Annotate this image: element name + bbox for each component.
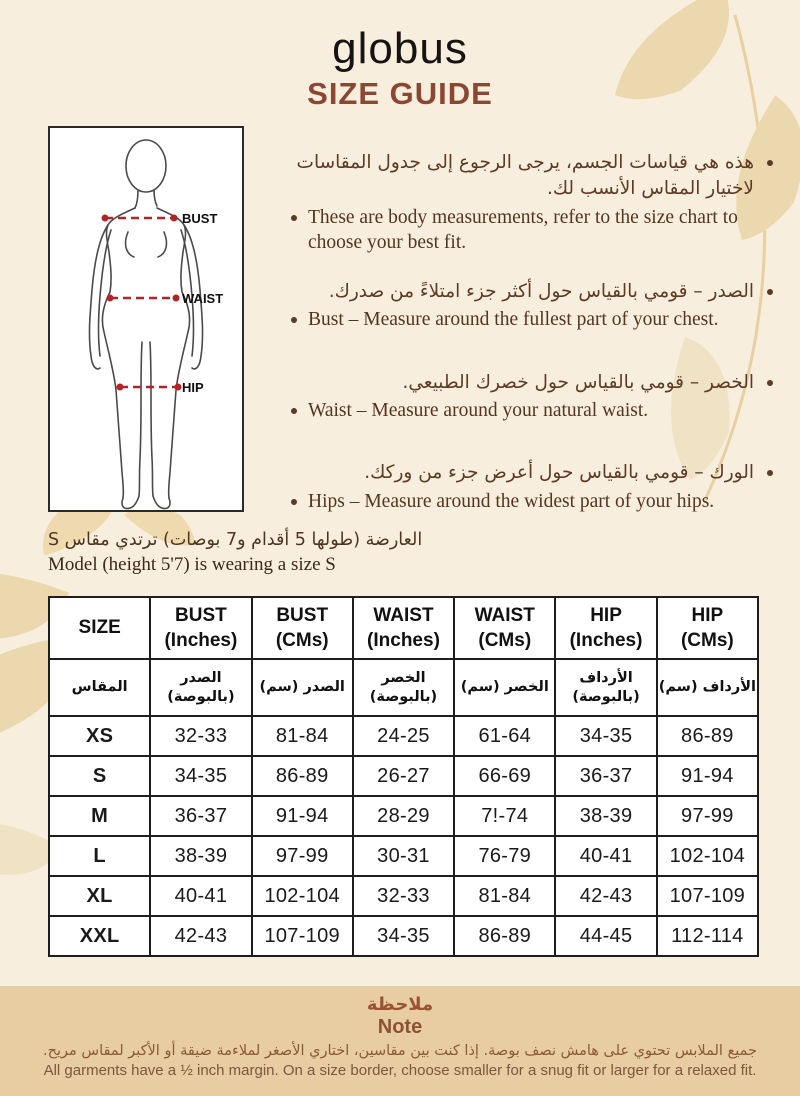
- header-unit-ar: (بالبوصة): [167, 688, 235, 705]
- bullet-dot-icon: [291, 499, 297, 505]
- model-note-en: Model (height 5'7) is wearing a size S: [48, 553, 336, 575]
- value-cell: 34-35: [150, 756, 251, 796]
- value-cell: 81-84: [252, 716, 353, 756]
- value-cell: 97-99: [252, 836, 353, 876]
- header-line-ar: الصدر: [180, 669, 222, 686]
- instruction-group-bust: [284, 279, 776, 333]
- value-cell: 40-41: [555, 836, 656, 876]
- note-title-ar: ملاحظة: [366, 994, 434, 1015]
- body-figure-illustration: [50, 128, 242, 510]
- note-title-en: Note: [377, 1016, 423, 1038]
- note-body-en: All garments have a ½ inch margin. On a size border, choose smaller for a snug fit or larger for a relaxed fit.: [43, 1062, 757, 1079]
- value-cell: 36-37: [555, 756, 656, 796]
- value-cell: 34-35: [555, 716, 656, 756]
- size-cell-xxl: XXL: [49, 916, 150, 956]
- value-cell: 86-89: [252, 756, 353, 796]
- bust-measure-line: [102, 211, 218, 226]
- instruction-group-waist: [284, 370, 776, 424]
- header-row-ar: [49, 659, 758, 716]
- bullet-dot-icon: [767, 160, 773, 166]
- col-header-ar-4: [454, 659, 555, 716]
- brand-logo: globus: [332, 24, 468, 73]
- bullet-dot-icon: [291, 215, 297, 221]
- col-header-en-6: [657, 597, 758, 659]
- value-cell: 86-89: [657, 716, 758, 756]
- col-header-ar-3: [353, 659, 454, 716]
- value-cell: 38-39: [555, 796, 656, 836]
- value-cell: 107-109: [657, 876, 758, 916]
- value-cell: 86-89: [454, 916, 555, 956]
- header-unit-ar: (بالبوصة): [572, 688, 640, 705]
- instruction-general-en: These are body measurements, refer to the size chart to choose your best fit.: [284, 205, 776, 256]
- value-cell: 66-69: [454, 756, 555, 796]
- value-cell: 36-37: [150, 796, 251, 836]
- waist-measure-line: [107, 291, 224, 306]
- header-unit: (CMs): [478, 630, 532, 651]
- value-cell: 102-104: [252, 876, 353, 916]
- value-cell: 91-94: [252, 796, 353, 836]
- value-cell: 24-25: [353, 716, 454, 756]
- bullet-dot-icon: [767, 380, 773, 386]
- waist-label: WAIST: [182, 291, 224, 306]
- size-cell-xl: XL: [49, 876, 150, 916]
- value-cell: 30-31: [353, 836, 454, 876]
- value-cell: 42-43: [150, 916, 251, 956]
- table-row-s: [49, 756, 758, 796]
- size-cell-s: S: [49, 756, 150, 796]
- bullet-dot-icon: [291, 408, 297, 414]
- header-unit: (Inches): [367, 630, 440, 651]
- model-note: [48, 529, 478, 577]
- value-cell: 7!-74: [454, 796, 555, 836]
- col-header-ar-6: [657, 659, 758, 716]
- page-title: SIZE GUIDE: [307, 76, 493, 111]
- bust-label: BUST: [182, 211, 218, 226]
- value-cell: 91-94: [657, 756, 758, 796]
- header-line-ar: الأرداف (سم): [658, 679, 756, 696]
- col-header-en-1: [150, 597, 251, 659]
- col-header-en-4: [454, 597, 555, 659]
- header-line: HIP: [691, 604, 724, 626]
- value-cell: 42-43: [555, 876, 656, 916]
- bullet-dot-icon: [767, 470, 773, 476]
- header-line-ar: الخصر (سم): [460, 679, 549, 696]
- header-line-ar: المقاس: [71, 679, 128, 696]
- instruction-hip-ar: الورك – قومي بالقياس حول أعرض جزء من وركك.: [284, 460, 776, 486]
- header-line-ar: الصدر (سم): [259, 679, 345, 696]
- value-cell: 44-45: [555, 916, 656, 956]
- bullet-dot-icon: [291, 317, 297, 323]
- value-cell: 38-39: [150, 836, 251, 876]
- value-cell: 112-114: [657, 916, 758, 956]
- value-cell: 81-84: [454, 876, 555, 916]
- header-line: SIZE: [78, 617, 121, 639]
- hip-label: HIP: [182, 380, 204, 395]
- col-header-en-5: [555, 597, 656, 659]
- col-header-ar-1: [150, 659, 251, 716]
- value-cell: 34-35: [353, 916, 454, 956]
- header-line-ar: الأرداف: [579, 669, 633, 686]
- model-note-ar: العارضة (طولها 5 أقدام و7 بوصات) ترتدي مقاس S: [48, 530, 423, 550]
- instruction-bust-en: Bust – Measure around the fullest part of your chest.: [284, 307, 776, 332]
- table-row-l: [49, 836, 758, 876]
- size-cell-l: L: [49, 836, 150, 876]
- table-row-xs: [49, 716, 758, 756]
- bullet-dot-icon: [767, 289, 773, 295]
- header-line-ar: الخصر: [381, 669, 426, 686]
- size-table: [48, 596, 759, 957]
- value-cell: 102-104: [657, 836, 758, 876]
- instruction-group-hip: [284, 460, 776, 514]
- col-header-ar-5: [555, 659, 656, 716]
- header-line: WAIST: [474, 604, 535, 626]
- header-line: WAIST: [373, 604, 434, 626]
- instruction-hip-en: Hips – Measure around the widest part of your hips.: [284, 489, 776, 514]
- instruction-waist-ar: الخصر – قومي بالقياس حول خصرك الطبيعي.: [284, 370, 776, 396]
- value-cell: 76-79: [454, 836, 555, 876]
- value-cell: 61-64: [454, 716, 555, 756]
- col-header-ar-0: [49, 659, 150, 716]
- header-unit-ar: (بالبوصة): [369, 688, 438, 705]
- instruction-group-general: [284, 150, 776, 255]
- value-cell: 28-29: [353, 796, 454, 836]
- header-line: BUST: [175, 604, 227, 626]
- size-cell-xs: XS: [49, 716, 150, 756]
- size-cell-m: M: [49, 796, 150, 836]
- header-line: HIP: [590, 604, 622, 626]
- table-head: [49, 597, 758, 716]
- header-row-en: [49, 597, 758, 659]
- table-row-m: [49, 796, 758, 836]
- instruction-general-ar: هذه هي قياسات الجسم، يرجى الرجوع إلى جدول المقاسات لاختيار المقاس الأنسب لك.: [284, 150, 776, 203]
- header-unit: (Inches): [164, 630, 238, 651]
- hip-measure-line: [117, 380, 205, 395]
- col-header-en-2: [252, 597, 353, 659]
- table-row-xl: [49, 876, 758, 916]
- header-unit: (CMs): [680, 630, 734, 651]
- instruction-bust-ar: الصدر – قومي بالقياس حول أكثر جزء امتلاءً من صدرك.: [284, 279, 776, 305]
- value-cell: 107-109: [252, 916, 353, 956]
- header-unit: (Inches): [569, 630, 643, 651]
- value-cell: 32-33: [353, 876, 454, 916]
- table-row-xxl: [49, 916, 758, 956]
- figure-panel: [48, 126, 244, 512]
- table-body: [49, 716, 758, 956]
- header-line: BUST: [276, 604, 329, 626]
- instruction-waist-en: Waist – Measure around your natural waist.: [284, 398, 776, 423]
- note-body-ar: جميع الملابس تحتوي على هامش نصف بوصة. إذا كنت بين مقاسين، اختاري الأصغر لملاءمة ضيقة أو الأكبر لمقاس مريح.: [43, 1043, 757, 1059]
- instruction-list: [284, 150, 776, 551]
- note-section: [0, 986, 800, 1096]
- value-cell: 26-27: [353, 756, 454, 796]
- col-header-en-0: [49, 597, 150, 659]
- value-cell: 97-99: [657, 796, 758, 836]
- value-cell: 32-33: [150, 716, 251, 756]
- col-header-ar-2: [252, 659, 353, 716]
- header-unit: (CMs): [275, 630, 329, 651]
- col-header-en-3: [353, 597, 454, 659]
- value-cell: 40-41: [150, 876, 251, 916]
